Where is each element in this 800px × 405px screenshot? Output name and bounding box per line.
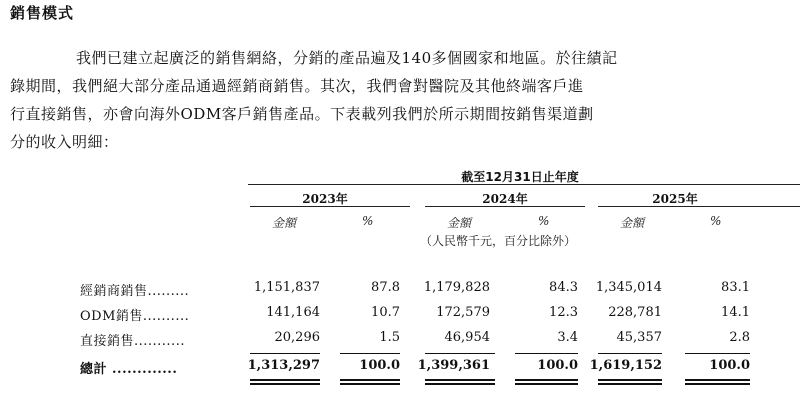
total-double-rule [340,383,400,385]
cell-amount: 141,164 [266,305,320,320]
pct-header: % [538,214,550,228]
table-caption: 截至12月31日止年度 [461,170,579,184]
total-double-rule [425,379,495,381]
cell-amount: 1,179,828 [423,280,490,295]
year-header-2025: 2025年 [652,192,698,206]
cell-pct: 10.7 [371,305,400,320]
cell-pct: 3.4 [557,330,578,345]
total-double-rule [425,383,495,385]
amount-header: 金額 [272,216,297,230]
table-row [0,280,800,302]
cell-amount: 1,619,152 [589,358,662,373]
revenue-by-channel-table [0,160,800,405]
section-title: 銷售模式 [10,4,75,22]
cell-amount: 1,345,014 [595,280,662,295]
row-label: ODM銷售.......... [80,309,190,324]
year-rule [250,206,410,207]
cell-amount: 46,954 [444,330,490,345]
paragraph-line: 我們已建立起廣泛的銷售網絡，分銷的產品遍及140多個國家和地區。於往績記 [76,49,618,67]
table-row-total [0,358,800,380]
cell-amount: 1,151,837 [253,280,320,295]
paragraph-line: 分的收入明細： [10,133,119,151]
row-label: 經銷商銷售......... [80,284,190,299]
total-double-rule [685,379,750,381]
intro-paragraph [10,44,762,156]
table-row [0,330,800,352]
amount-header: 金額 [620,216,645,230]
total-double-rule [515,383,578,385]
row-label: 直接銷售........... [80,334,185,349]
cell-pct: 100.0 [537,358,578,373]
total-double-rule [250,379,320,381]
pct-header: % [710,214,722,228]
cell-pct: 2.8 [729,330,750,345]
total-double-rule [598,383,662,385]
cell-pct: 14.1 [721,305,750,320]
subtotal-rule [685,353,750,354]
total-double-rule [340,379,400,381]
subtotal-rule [515,353,578,354]
subtotal-rule [425,353,495,354]
paragraph-line: 錄期間，我們絕大部分產品通過經銷商銷售。其次，我們會對醫院及其他終端客戶進 [10,77,584,95]
year-header-2023: 2023年 [302,192,348,206]
cell-amount: 228,781 [608,305,662,320]
row-label: 總計 ............. [80,362,178,377]
total-double-rule [515,379,578,381]
cell-amount: 45,357 [616,330,662,345]
cell-amount: 1,399,361 [417,358,490,373]
cell-pct: 84.3 [549,280,578,295]
unit-note: （人民幣千元，百分比除外） [420,234,577,248]
cell-amount: 20,296 [274,330,320,345]
cell-pct: 83.1 [721,280,750,295]
total-double-rule [685,383,750,385]
subtotal-rule [250,353,320,354]
paragraph-line: 行直接銷售，亦會向海外ODM客戶銷售產品。下表載列我們於所示期間按銷售渠道劃 [10,105,594,123]
subtotal-rule [598,353,662,354]
year-header-2024: 2024年 [482,192,528,206]
pct-header: % [362,214,374,228]
cell-pct: 100.0 [709,358,750,373]
cell-pct: 87.8 [371,280,400,295]
year-rule [425,206,585,207]
cell-pct: 1.5 [379,330,400,345]
table-row [0,305,800,327]
cell-amount: 1,313,297 [247,358,320,373]
total-double-rule [598,379,662,381]
subtotal-rule [340,353,400,354]
cell-amount: 172,579 [436,305,490,320]
amount-header: 金額 [447,216,472,230]
year-rule [598,206,800,207]
total-double-rule [250,383,320,385]
cell-pct: 100.0 [359,358,400,373]
cell-pct: 12.3 [549,305,578,320]
caption-rule [248,184,800,185]
